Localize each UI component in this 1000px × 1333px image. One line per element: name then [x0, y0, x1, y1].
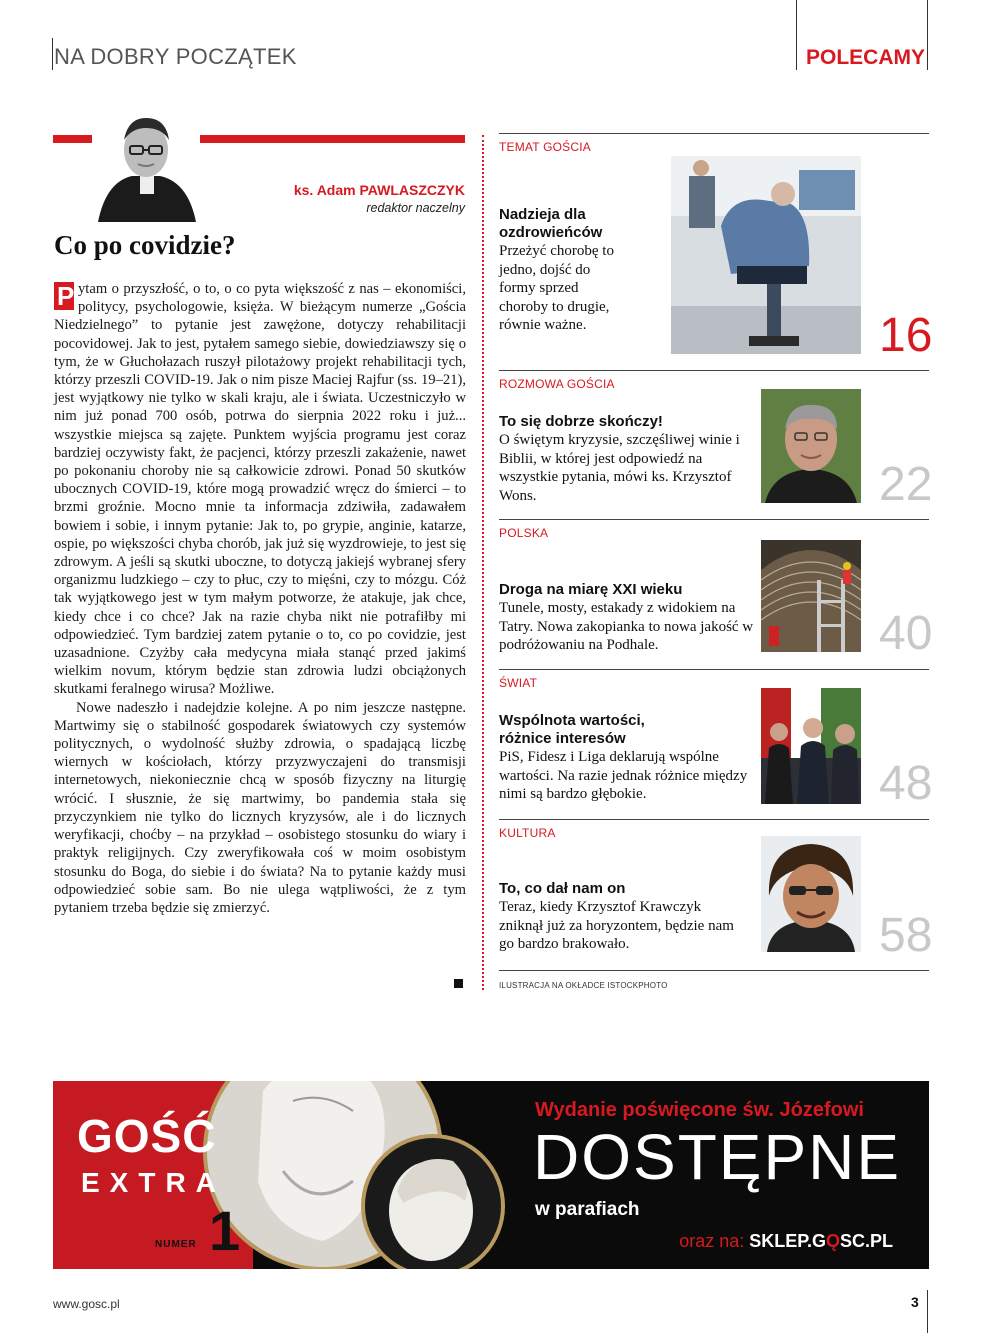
dropcap: P	[54, 282, 74, 310]
rec-category: ŚWIAT	[499, 676, 538, 690]
gosc-logo: GOŚĆ	[77, 1110, 217, 1162]
page-rule	[927, 1290, 928, 1333]
gosc-extra-ad[interactable]	[53, 1081, 929, 1269]
end-of-article-mark	[454, 979, 463, 988]
corner-rule	[927, 0, 928, 70]
rec-title: Wspólnota wartości, różnice interesów	[499, 712, 645, 747]
rec-page-number: 16	[879, 309, 933, 362]
recommend-heading: POLECAMY	[806, 46, 926, 69]
ad-headline: DOSTĘPNE	[533, 1121, 902, 1193]
politicians-photo	[761, 688, 861, 804]
st-joseph-statue-image	[203, 1081, 543, 1269]
rehabilitation-photo	[671, 156, 861, 354]
tunnel-construction-photo	[761, 540, 861, 652]
rec-category: KULTURA	[499, 826, 556, 840]
priest-portrait-photo	[761, 389, 861, 503]
rec-title: To, co dał nam on	[499, 880, 626, 897]
rec-title: Nadzieja dla ozdrowieńców	[499, 206, 603, 241]
paragraph: P ytam o przyszłość, o to, o co pyta większość z nas – ekonomiści, politycy, psychologowie, księża. W bieżącym numerze „Gościa Niedzielnego” to pytanie jest zawężone, dotyczy rehabilitacji pocovidowej. Jak to jest, pytałem samego siebie, dowiedziawszy się o tym, że w Głuchołazach ruszył pilotażowy projekt rehabilitacji tych, którzy przeszli COVID-19. Jak o nim pisze Maciej Rajfur (ss. 19–21), jest wyjątkowy nie tylko w skali kraju, ale i świata. Uczestniczyło w nim już ponad 700 osób, potrwa do sierpnia 2022 roku i już... wszystkie miejsca są zajęte. Punktem wyjścia programu jest coraz bardziej oczywisty fakt, że pacjenci, którzy przeszli zakażenie, nawet po pokonaniu choroby nie są całkowicie zdrowi. Ponad 50 skutków ubocznych COVID-19, które mogą prowadzić wręcz do śmierci – to brzmi groźnie. Mocno mnie ta informacja zdziwiła, zadawałem bowiem i sobie, i innym pytanie: Jak to, po grypie, anginie, katarze, ospie, po większości chyba chorób, jak już się wyzdrowieje, to jest się zdrowym. A jeśli są skutki uboczne, to dotyczą jakiejś wybranej sfery organizmu ludzkiego – czy to płuc, czy to mięśni, czy to mózgu. Cóż tak wyjątkowego jest w tym małym potworze, że atakuje, jak chce, kiedy chce i co chce? Jak na razie chyba nikt nie potrafiłby mi odpowiedzieć. Tym bardziej zatem pytanie o to, co po covidzie, jest uzasadnione. Czyżby cała medycyna miała stanąć przed jakimś wielkim novum, którym będzie stan zdrowia ludzi obciążonych skutkami feralnego wirusa? Możliwe.	[54, 281, 466, 698]
rec-page-number: 22	[879, 458, 933, 511]
rec-item[interactable]	[499, 520, 933, 666]
rec-category: TEMAT GOŚCIA	[499, 140, 591, 154]
rec-item[interactable]	[499, 670, 933, 818]
recommend-rule	[796, 0, 797, 70]
rec-page-number: 58	[879, 909, 933, 962]
rec-item[interactable]	[499, 134, 933, 368]
rec-description: Teraz, kiedy Krzysztof Krawczyk zniknął już za horyzontem, będzie nam go bardzo brakowało.	[499, 899, 734, 952]
author-name: ks. Adam PAWLASZCZYK	[293, 182, 465, 198]
rec-description: O świętym kryzysie, szczęśliwej winie i Biblii, w której jest odpowiedź na wszystkie pytania, mówi ks. Krzysztof Wons.	[499, 432, 740, 504]
ad-parishes: w parafiach	[535, 1199, 640, 1220]
rec-item[interactable]	[499, 371, 933, 515]
singer-portrait-photo	[761, 836, 861, 952]
header-rule	[52, 38, 53, 70]
issue-number: 1	[209, 1199, 241, 1262]
rec-item[interactable]	[499, 820, 933, 970]
editorial-title: Co po covidzie?	[54, 230, 236, 260]
rec-title: To się dobrze skończy!	[499, 413, 663, 430]
rec-page-number: 48	[879, 757, 933, 810]
ad-subtitle: Wydanie poświęcone św. Józefowi	[535, 1099, 864, 1121]
rec-title: Droga na miarę XXI wieku	[499, 581, 683, 598]
author-role: redaktor naczelny	[366, 201, 465, 215]
issue-label: NUMER	[155, 1239, 197, 1250]
section-title: NA DOBRY POCZĄTEK	[54, 44, 297, 69]
rec-description: PiS, Fidesz i Liga deklarują wspólne wartości. Na razie jednak różnice między nimi są bardzo głębokie.	[499, 749, 748, 802]
rec-page-number: 40	[879, 607, 933, 660]
footer-url[interactable]: www.gosc.pl	[53, 1297, 120, 1311]
rec-category: ROZMOWA GOŚCIA	[499, 377, 615, 391]
cover-credit: ILUSTRACJA NA OKŁADCE ISTOCKPHOTO	[499, 981, 668, 990]
rec-description: Przeżyć chorobę to jedno, dojść do formy sprzed choroby to drugie, równie ważne.	[499, 243, 614, 333]
page-number: 3	[911, 1294, 919, 1310]
rec-rule	[499, 970, 929, 971]
editorial-body	[54, 280, 466, 917]
column-divider	[482, 135, 484, 990]
author-portrait-photo	[92, 104, 200, 222]
extra-label: EXTRA	[81, 1167, 226, 1198]
rec-description: Tunele, mosty, estakady z widokiem na Tatry. Nowa zakopianka to nowa jakość w podróżowaniu na Podhale.	[499, 600, 754, 653]
shop-link[interactable]: oraz na: SKLEP.GǪSC.PL	[679, 1231, 893, 1251]
rec-category: POLSKA	[499, 526, 549, 540]
paragraph: Nowe nadeszło i nadejdzie kolejne. A po nim jeszcze następne. Martwimy się o stabilność gospodarek światowych czy systemów politycznych, o wydolność służby zdrowia, o spadającą liczbę wiernych w kościołach, którzy przyzwyczajeni do transmisji internetowych, niekoniecznie chcą w sposób fizyczny na liturgię wrócić. I słusznie, że się martwimy, bo pandemia stała się przyczynkiem nie tylko do licznych kryzysów, ale i do licznych weryfikacji, choćby – na przykład – osobistego stosunku do wiary i praktyk religijnych. Czy zweryfikowała coś w moim osobistym stosunku do Boga, do siebie i do świata? Na to pytanie każdy musi odpowiedzieć sobie sam. Bo nie ulega wątpliwości, że z tym pytaniem trzeba będzie się zmierzyć.	[54, 699, 466, 916]
